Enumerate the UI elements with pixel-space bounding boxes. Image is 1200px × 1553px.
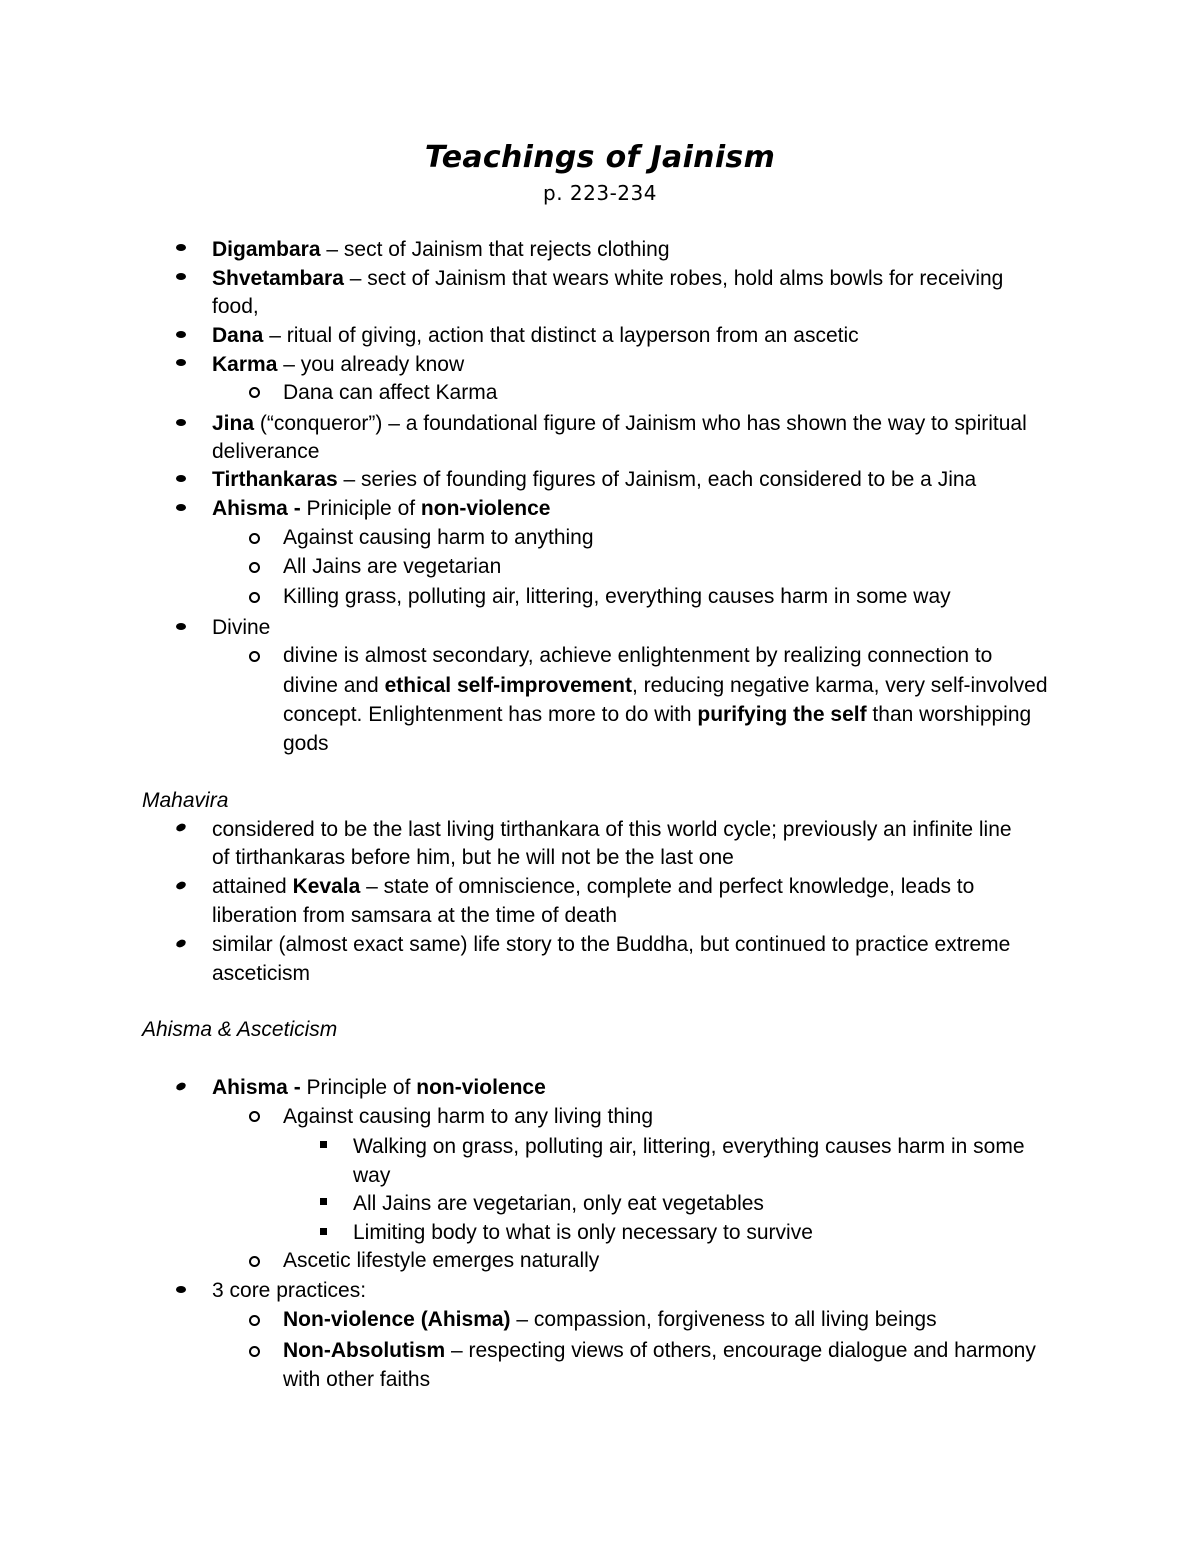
list-item-core-practices: 3 core practices: [212, 1279, 367, 1302]
definition-non-violence: – compassion, forgiveness to all living beings [510, 1308, 937, 1331]
bullet-disc [176, 1286, 186, 1293]
term-dana: Dana [212, 324, 264, 347]
list-item-digambara [212, 237, 670, 263]
sub-item: Dana can affect Karma [283, 381, 498, 404]
sub-item: divine is almost secondary, achieve enlightenment by realizing connection to [283, 644, 993, 667]
section-heading-mahavira: Mahavira [142, 789, 229, 812]
bullet-disc [176, 475, 186, 482]
bullet-disc [176, 273, 186, 280]
term-ahisma: Ahisma - [212, 1076, 307, 1099]
section-heading-ahisma-asceticism: Ahisma & Asceticism [142, 1018, 338, 1041]
definition-ahisma: Principle of [306, 1076, 417, 1099]
text-run: than worshipping [866, 703, 1032, 726]
term-non-absolutism: Non-Absolutism [283, 1339, 446, 1362]
text-run: attained [212, 875, 293, 898]
list-item-continuation: food, [212, 295, 259, 318]
definition-dana: – ritual of giving, action that distinct a layperson from an ascetic [263, 324, 859, 347]
bullet-circle [249, 651, 260, 662]
sub-item: Killing grass, polluting air, littering, everything causes harm in some way [283, 585, 951, 608]
bullet-circle [249, 1111, 260, 1122]
term-jina: Jina [212, 412, 255, 435]
list-item-ahisma [212, 496, 550, 522]
list-item-continuation: asceticism [212, 962, 311, 985]
text-run: concept. Enlightenment has more to do with [283, 703, 698, 726]
definition-tirthankaras: – series of founding figures of Jainism, each considered to be a Jina [337, 468, 977, 491]
bullet-disc [175, 1081, 187, 1092]
term-non-violence: Non-violence (Ahisma) [283, 1308, 511, 1331]
list-item-continuation: of tirthankaras before him, but he will not be the last one [212, 846, 734, 869]
sub-item-non-violence [283, 1307, 937, 1333]
emphasis-text: purifying the self [697, 703, 867, 726]
sub-item: Against causing harm to any living thing [283, 1105, 654, 1128]
text-run: – state of omniscience, complete and perfect knowledge, leads to [360, 875, 975, 898]
bullet-disc [175, 880, 187, 891]
bullet-circle [249, 592, 260, 603]
bullet-disc [175, 822, 187, 833]
list-item-continuation: liberation from samsara at the time of death [212, 904, 618, 927]
sub-item: Ascetic lifestyle emerges naturally [283, 1249, 600, 1272]
list-item-ahisma [212, 1075, 546, 1101]
bullet-disc [175, 938, 187, 949]
bullet-disc [176, 419, 186, 426]
definition-digambara: – sect of Jainism that rejects clothing [320, 238, 670, 261]
list-item-shvetambara [212, 266, 1003, 292]
list-item-dana [212, 323, 859, 349]
bullet-square [320, 1141, 327, 1148]
definition-jina: (“conqueror”) – a foundational figure of Jainism who has shown the way to spiritual [254, 412, 1027, 435]
definition-non-absolutism: – respecting views of others, encourage dialogue and harmony [445, 1339, 1036, 1362]
term-digambara: Digambara [212, 238, 321, 261]
bullet-disc [176, 331, 186, 338]
list-item: considered to be the last living tirthankara of this world cycle; previously an infinite line [212, 818, 1012, 841]
term-ahisma: Ahisma - [212, 497, 307, 520]
definition-karma: – you already know [277, 353, 465, 376]
emphasis-text: ethical self-improvement [384, 674, 632, 697]
sub-sub-item: Limiting body to what is only necessary to survive [353, 1221, 813, 1244]
list-item-jina [212, 411, 1027, 437]
bullet-circle [249, 562, 260, 573]
bullet-disc [176, 623, 186, 630]
bullet-circle [249, 1346, 260, 1357]
term-kevala: Kevala [292, 875, 361, 898]
definition-shvetambara: – sect of Jainism that wears white robes, hold alms bowls for receiving [343, 267, 1004, 290]
term-tirthankaras: Tirthankaras [212, 468, 338, 491]
bullet-circle [249, 1315, 260, 1326]
list-item-continuation: deliverance [212, 440, 320, 463]
bullet-square [320, 1228, 327, 1235]
emphasis-text: non-violence [416, 1076, 546, 1099]
emphasis-text: non-violence [420, 497, 551, 520]
bullet-circle [249, 533, 260, 544]
page-range: p. 223-234 [543, 181, 657, 205]
sub-item-non-absolutism [283, 1338, 1036, 1364]
sub-item-continuation [283, 673, 1048, 699]
list-item-divine: Divine [212, 616, 271, 639]
sub-item-continuation [283, 702, 1031, 728]
bullet-circle [249, 387, 260, 398]
sub-item-continuation: gods [283, 732, 329, 755]
page-title: Teachings of Jainism [424, 140, 776, 175]
sub-item: Against causing harm to anything [283, 526, 594, 549]
sub-sub-item: Walking on grass, polluting air, littering, everything causes harm in some [353, 1135, 1025, 1158]
text-run: , reducing negative karma, very self-involved [631, 674, 1048, 697]
text-run: divine and [283, 674, 385, 697]
term-karma: Karma [212, 353, 278, 376]
bullet-circle [249, 1256, 260, 1267]
definition-ahisma: Priniciple of [306, 497, 421, 520]
list-item-kevala [212, 874, 974, 900]
bullet-square [320, 1198, 327, 1205]
list-item-tirthankaras [212, 467, 976, 493]
term-shvetambara: Shvetambara [212, 267, 344, 290]
list-item-karma [212, 352, 464, 378]
bullet-disc [176, 244, 186, 251]
bullet-disc [176, 359, 186, 366]
bullet-disc [176, 504, 186, 511]
sub-sub-item: All Jains are vegetarian, only eat vegetables [353, 1192, 764, 1215]
sub-sub-item-continuation: way [353, 1164, 391, 1187]
list-item: similar (almost exact same) life story to the Buddha, but continued to practice extreme [212, 933, 1011, 956]
sub-item: All Jains are vegetarian [283, 555, 502, 578]
sub-item-continuation: with other faiths [283, 1368, 431, 1391]
